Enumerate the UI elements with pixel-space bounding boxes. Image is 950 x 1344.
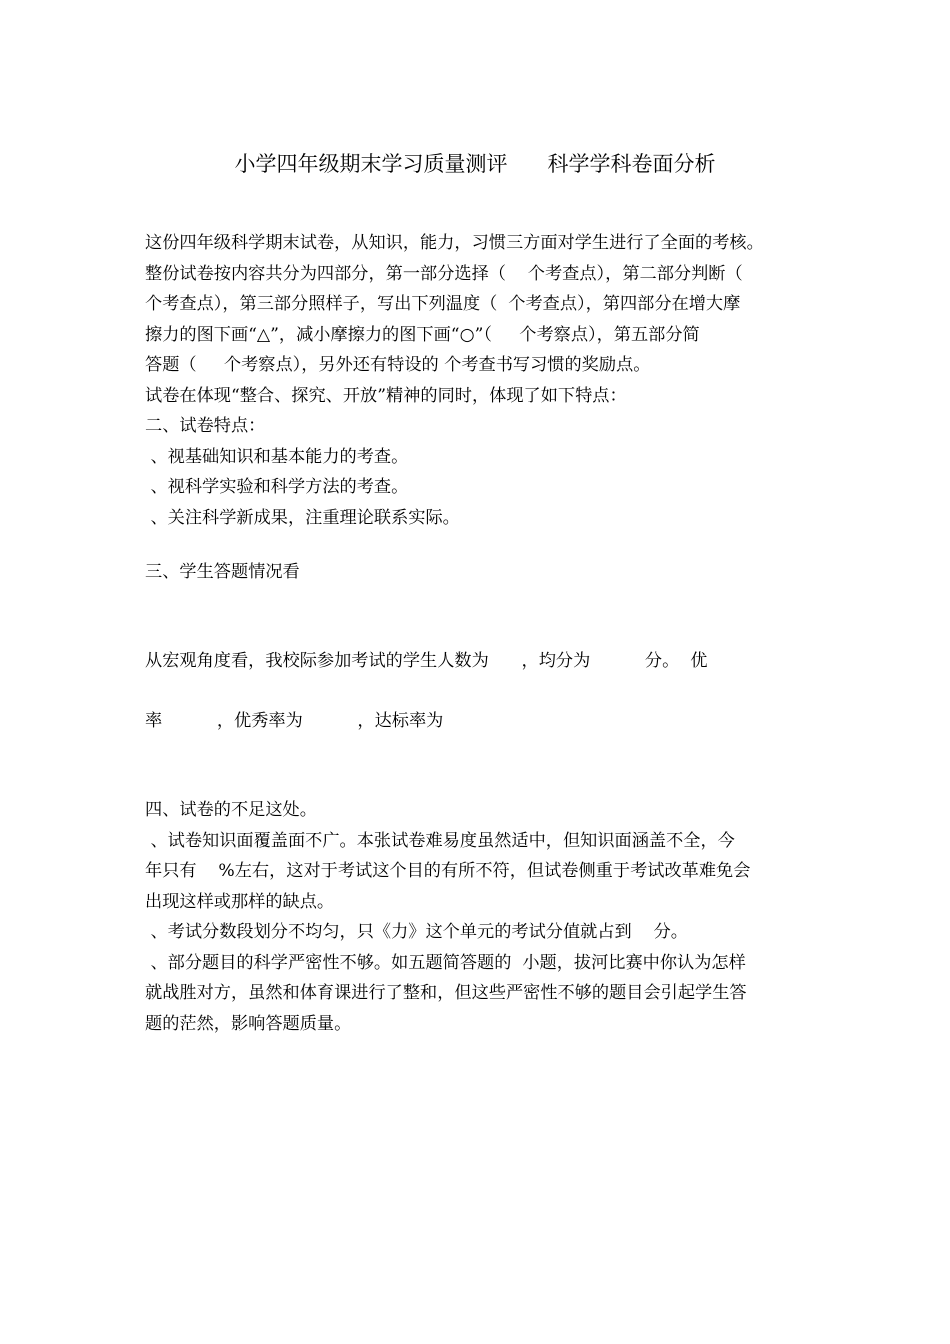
feature-item: 、视基础知识和基本能力的考查。	[145, 446, 409, 467]
section-3-block	[145, 557, 810, 588]
intro-line: 这份四年级科学期末试卷，从知识，能力，习惯三方面对学生进行了全面的考核。	[145, 233, 764, 253]
intro-line: 试卷在体现“整合、探究、开放”精神的同时，体现了如下特点：	[145, 385, 627, 406]
intro-block	[145, 228, 810, 533]
section-4-heading: 四、试卷的不足这处。	[145, 800, 317, 820]
section-4-line: 、试卷知识面覆盖面不广。本张试卷难易度虽然适中，但知识面涵盖不全，今	[145, 830, 735, 851]
document-title: 小学四年级期末学习质量测评 科学学科卷面分析	[234, 152, 716, 176]
section-4-line: 、考试分数段划分不均匀，只《力》这个单元的考试分值就占到 分。	[145, 922, 688, 942]
section-4-line: 就战胜对方，虽然和体育课进行了整和，但这些严密性不够的题目会引起学生答	[145, 983, 747, 1003]
section-3-heading: 三、学生答题情况看	[145, 562, 300, 582]
intro-line: 个考查点），第三部分照样子，写出下列温度（ 个考查点），第四部分在增大摩	[145, 294, 741, 314]
feature-item: 、视科学实验和科学方法的考查。	[145, 477, 409, 497]
stats-block-2	[145, 706, 810, 737]
section-4-line: 出现这样或那样的缺点。	[145, 891, 335, 912]
feature-item: 、关注科学新成果，注重理论联系实际。	[145, 507, 460, 528]
section-2-heading: 二、试卷特点：	[145, 416, 266, 436]
stats-block-1	[145, 646, 810, 677]
section-4-line: 年只有 %左右，这对于考试这个目的有所不符，但试卷侧重于考试改革难免会	[145, 861, 751, 881]
section-4-block	[145, 795, 810, 1039]
stats-line: 率 ，优秀率为 ，达标率为	[145, 711, 444, 731]
intro-line: 整份试卷按内容共分为四部分，第一部分选择（ 个考查点），第二部分判断（	[145, 263, 743, 284]
section-4-line: 、部分题目的科学严密性不够。如五题简答题的 小题，拔河比赛中你认为怎样	[145, 952, 746, 973]
intro-line: 答题（ 个考察点），另外还有特设的 个考查书写习惯的奖励点。	[145, 355, 651, 375]
section-4-line: 题的茫然，影响答题质量。	[145, 1013, 352, 1034]
stats-line: 从宏观角度看，我校际参加考试的学生人数为 ，均分为 分。 优	[145, 651, 708, 671]
intro-line: 擦力的图下画“△”，减小摩擦力的图下画“○”（ 个考察点），第五部分简	[145, 324, 700, 345]
